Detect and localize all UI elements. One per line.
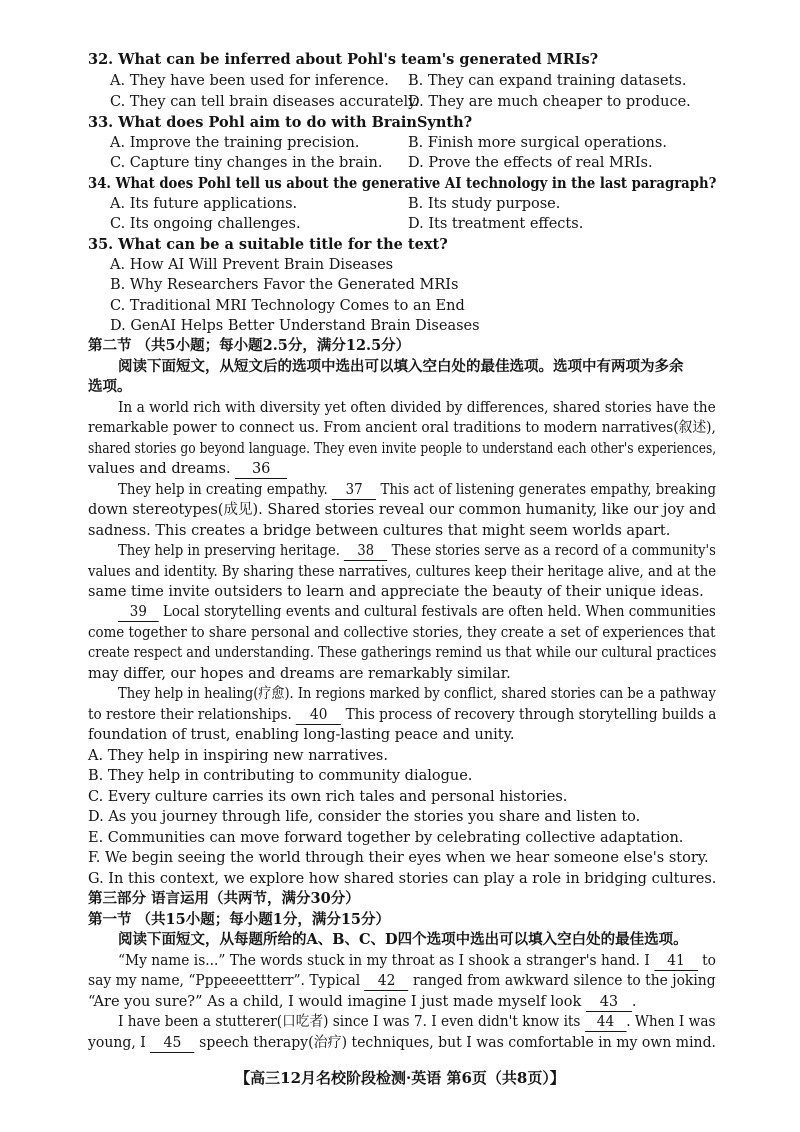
q35-option-c: C. Traditional MRI Technology Comes to an End bbox=[110, 298, 465, 314]
passage2-text: ranged from awkward silence to the joking bbox=[413, 973, 716, 989]
section2-heading: 第二节 （共5小题；每小题2.5分，满分12.5分） bbox=[88, 337, 411, 354]
passage2-line bbox=[118, 951, 716, 971]
passage2-line bbox=[118, 1012, 716, 1032]
q34-stem: 34. What does Pohl tell us about the generative AI technology in the last paragraph? bbox=[88, 175, 717, 192]
passage2-line bbox=[88, 971, 716, 991]
passage1-line: same time invite outsiders to learn and appreciate the beauty of their unique ideas. bbox=[88, 584, 704, 600]
part3-section1-heading: 第一节 （共15小题；每小题1分，满分15分） bbox=[88, 911, 390, 928]
passage2-text: “My name is...” The words stuck in my throat as I shook a stranger's hand. I bbox=[118, 953, 650, 969]
q32-option-c: C. They can tell brain diseases accurately. bbox=[110, 94, 420, 110]
option-b: B. They help in contributing to community dialogue. bbox=[88, 768, 473, 784]
blank-40[interactable]: 40 bbox=[296, 706, 341, 725]
q34-option-d: D. Its treatment effects. bbox=[408, 216, 584, 232]
passage1-text: They help in creating empathy. bbox=[118, 482, 328, 498]
passage1-line: sadness. This creates a bridge between cultures that might seem worlds apart. bbox=[88, 523, 671, 539]
passage1-line: foundation of trust, enabling long-lasting peace and unity. bbox=[88, 727, 515, 743]
passage1-line: come together to share personal and collective stories, they create a set of experiences that bbox=[88, 625, 716, 641]
passage2-text: I have been a stutterer(口吃者) since I was 7. I even didn't know its bbox=[118, 1014, 581, 1030]
passage1-line bbox=[118, 602, 716, 622]
passage1-text: They help in preserving heritage. bbox=[118, 543, 340, 559]
passage1-line bbox=[118, 480, 716, 500]
blank-43[interactable]: 43 bbox=[586, 993, 632, 1012]
passage2-text: say my name, “Pppeeeettterr”. Typical bbox=[88, 973, 361, 989]
option-c: C. Every culture carries its own rich tales and personal histories. bbox=[88, 789, 568, 805]
blank-45[interactable]: 45 bbox=[150, 1034, 194, 1053]
q35-stem: 35. What can be a suitable title for the text? bbox=[88, 236, 448, 253]
blank-36[interactable]: 36 bbox=[235, 460, 287, 479]
q33-option-b: B. Finish more surgical operations. bbox=[408, 135, 667, 151]
q35-option-a: A. How AI Will Prevent Brain Diseases bbox=[110, 257, 394, 273]
option-e: E. Communities can move forward together by celebrating collective adaptation. bbox=[88, 830, 684, 846]
q35-option-b: B. Why Researchers Favor the Generated MRIs bbox=[110, 277, 459, 293]
option-g: G. In this context, we explore how shared stories can play a role in bridging cultures. bbox=[88, 871, 717, 887]
q34-option-c: C. Its ongoing challenges. bbox=[110, 216, 301, 232]
q34-option-a: A. Its future applications. bbox=[110, 196, 298, 212]
passage2-line bbox=[88, 992, 637, 1012]
blank-41[interactable]: 41 bbox=[654, 952, 698, 971]
passage1-text: Local storytelling events and cultural festivals are often held. When communities bbox=[162, 604, 716, 620]
passage1-line: down stereotypes(成见). Shared stories reveal our common humanity, like our joy and bbox=[88, 502, 717, 518]
blank-38[interactable]: 38 bbox=[344, 542, 387, 561]
passage1-line: may differ, our hopes and dreams are remarkably similar. bbox=[88, 666, 511, 682]
blank-42[interactable]: 42 bbox=[365, 972, 409, 991]
passage2-text: speech therapy(治疗) techniques, but I was comfortable in my own mind. bbox=[199, 1035, 717, 1051]
passage1-line: remarkable power to connect us. From ancient oral traditions to modern narratives(叙述), bbox=[88, 420, 716, 436]
passage2-text: . When I was bbox=[626, 1014, 716, 1030]
q33-stem: 33. What does Pohl aim to do with BrainSynth? bbox=[88, 114, 473, 131]
passage1-text: This process of recovery through storytelling builds a bbox=[345, 707, 717, 723]
blank-44[interactable]: 44 bbox=[585, 1013, 626, 1032]
passage2-text: to bbox=[702, 953, 716, 969]
blank-39[interactable]: 39 bbox=[118, 603, 159, 622]
passage1-line bbox=[88, 459, 287, 479]
passage1-line bbox=[88, 705, 716, 725]
passage1-line bbox=[118, 541, 716, 561]
q32-option-a: A. They have been used for inference. bbox=[110, 73, 389, 89]
option-f: F. We begin seeing the world through their eyes when we hear someone else's story. bbox=[88, 850, 709, 866]
passage1-text: This act of listening generates empathy, breaking bbox=[380, 482, 717, 498]
q33-option-c: C. Capture tiny changes in the brain. bbox=[110, 155, 383, 171]
passage1-text: to restore their relationships. bbox=[88, 707, 292, 723]
passage2-text: “Are you sure?” As a child, I would imagine I just made myself look bbox=[88, 994, 582, 1010]
passage1-line: shared stories go beyond language. They even invite people to understand each other's experiences, bbox=[88, 441, 717, 457]
q32-option-d: D. They are much cheaper to produce. bbox=[408, 94, 691, 110]
q32-stem: 32. What can be inferred about Pohl's team's generated MRIs? bbox=[88, 51, 599, 68]
q33-option-d: D. Prove the effects of real MRIs. bbox=[408, 155, 653, 171]
option-d: D. As you journey through life, consider the stories you share and listen to. bbox=[88, 809, 641, 825]
page-footer: 【高三12月名校阶段检测·英语 第6页（共8页）】 bbox=[235, 1069, 565, 1087]
section2-instructions-cont: 选项。 bbox=[88, 378, 132, 395]
passage2-line bbox=[88, 1033, 716, 1053]
q33-option-a: A. Improve the training precision. bbox=[110, 135, 360, 151]
part3-heading: 第三部分 语言运用（共两节，满分30分） bbox=[88, 890, 360, 907]
passage1-text: These stories serve as a record of a community's bbox=[391, 543, 716, 559]
passage1-line: values and identity. By sharing these narratives, cultures keep their heritage alive, and at the bbox=[88, 564, 717, 580]
section2-instructions: 阅读下面短文，从短文后的选项中选出可以填入空白处的最佳选项。选项中有两项为多余 bbox=[118, 358, 684, 375]
passage1-text: values and dreams. bbox=[88, 461, 231, 477]
q32-option-b: B. They can expand training datasets. bbox=[408, 73, 687, 89]
passage2-text: young, I bbox=[88, 1035, 146, 1051]
option-a: A. They help in inspiring new narratives. bbox=[88, 748, 388, 764]
q35-option-d: D. GenAI Helps Better Understand Brain Diseases bbox=[110, 318, 480, 334]
passage1-line: In a world rich with diversity yet often divided by differences, shared stories have the bbox=[118, 400, 716, 416]
blank-37[interactable]: 37 bbox=[332, 481, 376, 500]
passage1-line: They help in healing(疗愈). In regions marked by conflict, shared stories can be a pathway bbox=[118, 686, 716, 702]
passage1-line: create respect and understanding. These gatherings remind us that while our cultural practices bbox=[88, 645, 717, 661]
passage2-text: . bbox=[631, 994, 637, 1010]
part3-instructions: 阅读下面短文，从每题所给的A、B、C、D四个选项中选出可以填入空白处的最佳选项。 bbox=[118, 931, 688, 948]
q34-option-b: B. Its study purpose. bbox=[408, 196, 561, 212]
